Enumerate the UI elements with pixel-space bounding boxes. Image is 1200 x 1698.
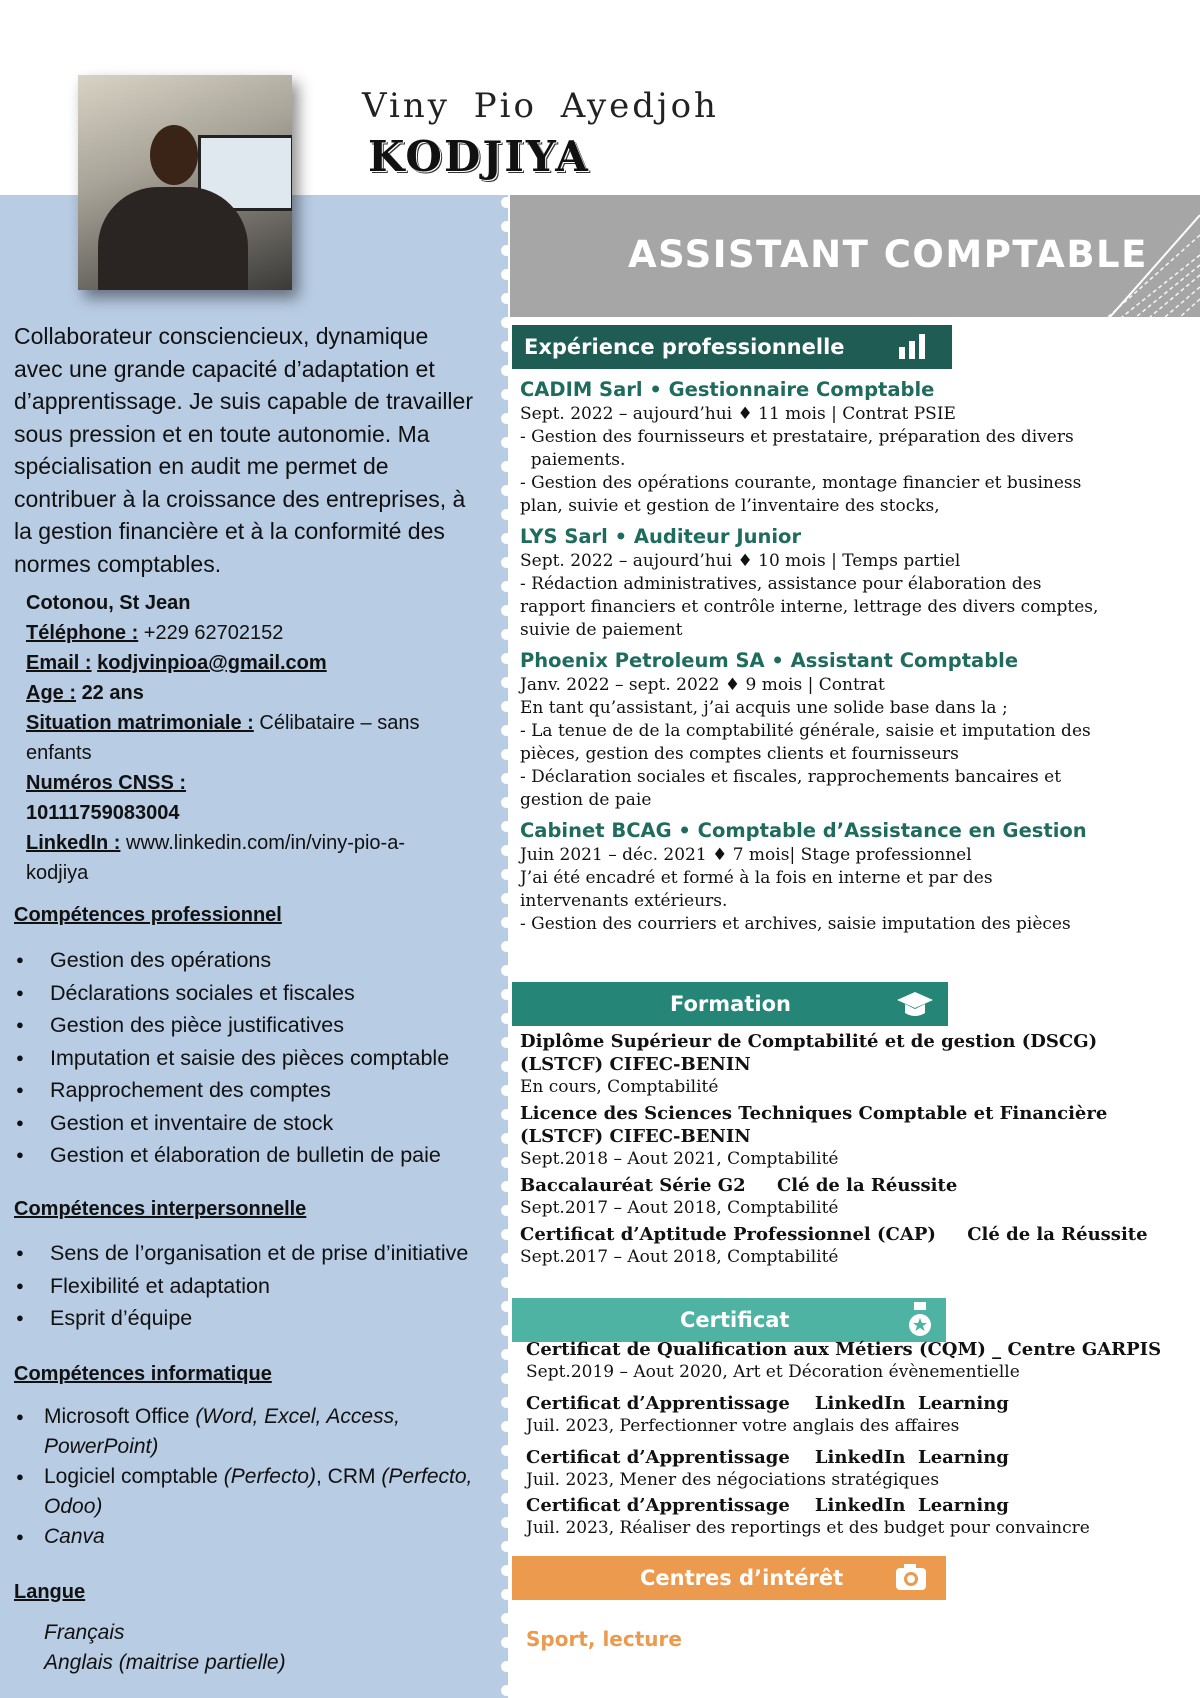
job-description-line: pièces, gestion des comptes clients et fournisseurs <box>520 744 959 764</box>
marital-label: Situation matrimoniale : <box>26 712 254 734</box>
list-item: ● Logiciel comptable (Perfecto), CRM (Perfecto, Odoo) <box>14 1462 494 1522</box>
divider-dot <box>501 1541 512 1552</box>
divider-dot <box>501 893 512 904</box>
phone: +229 62702152 <box>143 622 284 644</box>
interests-text: Sport, lecture <box>526 1627 682 1651</box>
divider-dot <box>501 821 512 832</box>
divider-dot <box>501 1133 512 1144</box>
list-item: ● Sens de l’organisation et de prise d’initiative <box>14 1237 504 1270</box>
divider-dot <box>501 1061 512 1072</box>
list-item: ● Gestion des pièce justificatives <box>14 1009 494 1042</box>
divider-dot <box>501 1565 512 1576</box>
job-heading: Cabinet BCAG • Comptable d’Assistance en Gestion <box>520 819 1087 842</box>
divider-dot <box>501 341 512 352</box>
job-description-line: intervenants extérieurs. <box>520 891 728 911</box>
soft-skills-list <box>14 1237 504 1335</box>
language-item: Français <box>44 1621 125 1644</box>
divider-dot <box>501 629 512 640</box>
age-label: Age : <box>26 682 76 704</box>
pro-skills-title: Compétences professionnel <box>14 904 282 926</box>
soft-skills-title: Compétences interpersonnelle <box>14 1198 307 1220</box>
divider-dot <box>501 1253 512 1264</box>
contact-block <box>26 588 466 888</box>
list-item: ● Canva <box>14 1522 494 1552</box>
divider-dot <box>501 1685 512 1696</box>
job-meta: Sept. 2022 – aujourd’hui ♦ 10 mois | Temps partiel <box>520 551 961 571</box>
address: Cotonou, St Jean <box>26 592 191 614</box>
job-description-line: - Gestion des fournisseurs et prestataire, préparation des divers <box>520 427 1074 447</box>
divider-dot <box>501 749 512 760</box>
interests-title: Centres d’intérêt <box>640 1566 844 1590</box>
experience-list <box>520 376 1190 936</box>
divider-dot <box>501 1325 512 1336</box>
it-skills-title: Compétences informatique <box>14 1363 272 1385</box>
list-item: Licence des Sciences Techniques Comptable et Financière (LSTCF) CIFEC-BENIN Sept.2018 – Aout 2021, Comptabilité <box>520 1103 1108 1169</box>
divider-dot <box>501 989 512 1000</box>
divider-dot <box>501 1181 512 1192</box>
job-heading: LYS Sarl • Auditeur Junior <box>520 525 802 548</box>
education-list <box>520 1030 1190 1269</box>
divider-dot <box>501 581 512 592</box>
divider-dot <box>501 725 512 736</box>
interests-header <box>512 1556 946 1600</box>
divider-dot <box>501 365 512 376</box>
job-description-line: - Gestion des courriers et archives, saisie imputation des pièces <box>520 914 1071 934</box>
job-description-line: - Rédaction administratives, assistance pour élaboration des <box>520 574 1042 594</box>
divider-dot <box>501 1205 512 1216</box>
job-description-line: gestion de paie <box>520 790 652 810</box>
languages-title: Langue <box>14 1581 86 1603</box>
email-link[interactable]: kodjvinpioa@gmail.com <box>97 652 327 674</box>
list-item: Certificat d’Apprentissage LinkedIn Learning Juil. 2023, Mener des négociations stratégiques <box>526 1447 1009 1490</box>
list-item: ● Imputation et saisie des pièces comptable <box>14 1042 494 1075</box>
divider-dot <box>501 797 512 808</box>
list-item: Certificat de Qualification aux Métiers (CQM) _ Centre GARPIS Sept.2019 – Aout 2020, Art et Décoration évènementielle <box>526 1339 1162 1382</box>
job-description-line: - Gestion des opérations courante, montage financier et business <box>520 473 1082 493</box>
job-meta: Janv. 2022 – sept. 2022 ♦ 9 mois | Contrat <box>520 675 885 695</box>
dotted-divider <box>500 195 514 1698</box>
job-title: ASSISTANT COMPTABLE <box>628 233 1148 276</box>
it-skills-list <box>14 1402 494 1552</box>
job-description-line: En tant qu’assistant, j’ai acquis une solide base dans la ; <box>520 698 1008 718</box>
divider-dot <box>501 653 512 664</box>
phone-label: Téléphone : <box>26 622 139 644</box>
divider-dot <box>501 389 512 400</box>
job-description-line: plan, suivie et gestion de l’inventaire des stocks, <box>520 496 940 516</box>
list-item: ● Rapprochement des comptes <box>14 1074 494 1107</box>
experience-item <box>520 523 1190 642</box>
job-heading: Phoenix Petroleum SA • Assistant Comptable <box>520 649 1019 672</box>
experience-header <box>512 325 952 369</box>
divider-dot <box>501 773 512 784</box>
experience-title: Expérience professionnelle <box>524 335 845 359</box>
list-item: Certificat d’Apprentissage LinkedIn Learning Juil. 2023, Réaliser des reportings et des budget pour convaincre <box>526 1495 1090 1538</box>
divider-dot <box>501 461 512 472</box>
linkedin-label: LinkedIn : <box>26 832 121 854</box>
list-item: ● Gestion et inventaire de stock <box>14 1107 494 1140</box>
divider-dot <box>501 1421 512 1432</box>
award-medal-icon <box>905 1301 935 1339</box>
experience-item <box>520 647 1190 812</box>
divider-dot <box>501 941 512 952</box>
graduation-cap-icon <box>895 988 935 1020</box>
divider-dot <box>501 1397 512 1408</box>
divider-dot <box>501 677 512 688</box>
job-meta: Sept. 2022 – aujourd’hui ♦ 11 mois | Contrat PSIE <box>520 404 956 424</box>
age: 22 ans <box>81 682 144 704</box>
job-heading: CADIM Sarl • Gestionnaire Comptable <box>520 378 935 401</box>
divider-dot <box>501 317 512 328</box>
divider-dot <box>501 557 512 568</box>
linkedin-link[interactable]: www.linkedin.com/in/viny-pio-a-kodjiya <box>26 832 405 884</box>
divider-dot <box>501 1085 512 1096</box>
job-description-line: - La tenue de de la comptabilité générale, saisie et imputation des <box>520 721 1091 741</box>
cnss-number: 10111759083004 <box>26 802 180 824</box>
education-title: Formation <box>670 992 791 1016</box>
divider-dot <box>501 1037 512 1048</box>
divider-dot <box>501 1589 512 1600</box>
list-item: ● Gestion et élaboration de bulletin de paie <box>14 1139 494 1172</box>
last-name: KODJIYA <box>368 132 590 181</box>
language-item: Anglais (maitrise partielle) <box>44 1651 286 1674</box>
divider-dot <box>501 917 512 928</box>
email-label: Email : <box>26 652 92 674</box>
divider-dot <box>501 869 512 880</box>
divider-dot <box>501 1157 512 1168</box>
camera-icon <box>894 1562 928 1592</box>
divider-dot <box>501 1469 512 1480</box>
divider-dot <box>501 509 512 520</box>
list-item: ● Microsoft Office (Word, Excel, Access, PowerPoint) <box>14 1402 494 1462</box>
bar-chart-icon <box>897 333 929 361</box>
divider-dot <box>501 1493 512 1504</box>
experience-item <box>520 817 1190 936</box>
divider-dot <box>501 413 512 424</box>
divider-dot <box>501 1661 512 1672</box>
divider-dot <box>501 1637 512 1648</box>
job-description-line: suivie de paiement <box>520 620 683 640</box>
job-description-line: rapport financiers et contrôle interne, lettrage des divers comptes, <box>520 597 1099 617</box>
certificate-title: Certificat <box>680 1308 790 1332</box>
divider-dot <box>501 1517 512 1528</box>
divider-dot <box>501 701 512 712</box>
first-names: Viny Pio Ayedjoh <box>362 86 719 126</box>
job-meta: Juin 2021 – déc. 2021 ♦ 7 mois| Stage professionnel <box>520 845 972 865</box>
profile-photo <box>78 75 292 290</box>
divider-dot <box>501 533 512 544</box>
list-item: ● Esprit d’équipe <box>14 1302 504 1335</box>
list-item: Certificat d’Aptitude Professionnel (CAP) Clé de la Réussite Sept.2017 – Aout 2018, Comptabilité <box>520 1224 1148 1267</box>
divider-dot <box>501 1013 512 1024</box>
divider-dot <box>501 485 512 496</box>
divider-dot <box>501 1301 512 1312</box>
languages-list <box>44 1618 286 1678</box>
divider-dot <box>501 1229 512 1240</box>
list-item: ● Gestion des opérations <box>14 944 494 977</box>
divider-dot <box>501 1373 512 1384</box>
list-item: Diplôme Supérieur de Comptabilité et de gestion (DSCG) (LSTCF) CIFEC-BENIN En cours, Comptabilité <box>520 1031 1098 1097</box>
divider-dot <box>501 1445 512 1456</box>
divider-dot <box>501 1613 512 1624</box>
divider-dot <box>501 605 512 616</box>
divider-dot <box>501 845 512 856</box>
job-description-line: paiements. <box>520 450 626 470</box>
divider-dot <box>501 437 512 448</box>
divider-dot <box>501 1349 512 1360</box>
experience-item <box>520 376 1190 518</box>
marital-status: Célibataire – sans enfants <box>26 712 420 764</box>
pro-skills-list <box>14 944 494 1172</box>
list-item: ● Déclarations sociales et fiscales <box>14 977 494 1010</box>
cnss-label: Numéros CNSS : <box>26 772 187 794</box>
list-item: Certificat d’Apprentissage LinkedIn Learning Juil. 2023, Perfectionner votre anglais des affaires <box>526 1393 1009 1436</box>
certificate-list <box>526 1338 1196 1540</box>
list-item: Baccalauréat Série G2 Clé de la Réussite Sept.2017 – Aout 2018, Comptabilité <box>520 1175 958 1218</box>
education-header <box>512 982 948 1026</box>
profile-summary: Collaborateur consciencieux, dynamique avec une grande capacité d’adaptation et d’apprentissage. Je suis capable de travailler sous pression et en toute autonomie. Ma spécialisation en audit me permet de contribuer à la croissance des entreprises, à la gestion financière et à la conformité des normes comptables. <box>14 323 473 577</box>
certificate-header <box>512 1298 946 1342</box>
job-description-line: J’ai été encadré et formé à la fois en interne et par des <box>520 868 993 888</box>
divider-dot <box>501 965 512 976</box>
job-description-line: - Déclaration sociales et fiscales, rapprochements bancaires et <box>520 767 1062 787</box>
divider-dot <box>501 1277 512 1288</box>
list-item: ● Flexibilité et adaptation <box>14 1270 504 1303</box>
divider-dot <box>501 1109 512 1120</box>
